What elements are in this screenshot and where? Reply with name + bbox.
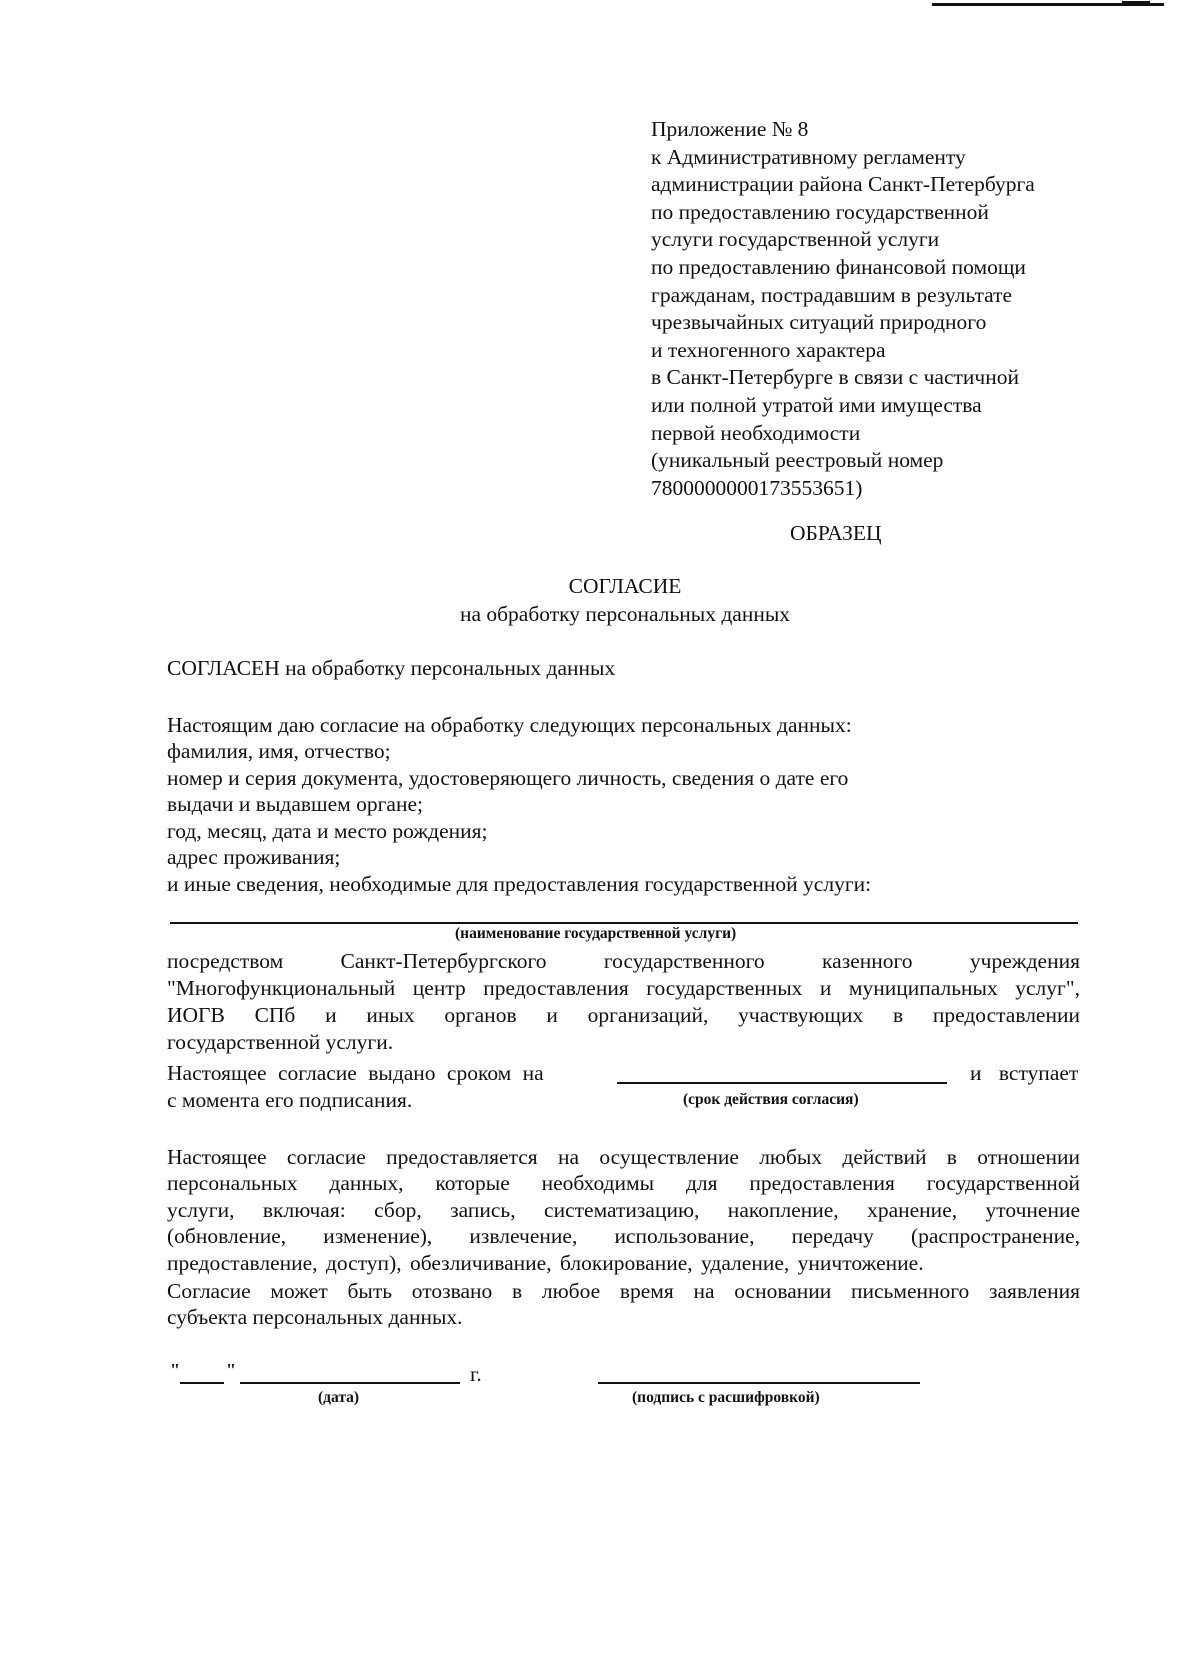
- term-text-line2: с момента его подписания.: [167, 1088, 413, 1112]
- actions-line: Настоящее согласие предоставляется на осуществление любых действий в отношении: [167, 1145, 1080, 1169]
- date-caption: (дата): [318, 1389, 360, 1406]
- service-name-caption: (наименование государственной услуги): [455, 925, 737, 942]
- appendix-line: в Санкт-Петербурге в связи с частичной: [651, 365, 1019, 390]
- agreed-line: СОГЛАСЕН на обработку персональных данных: [167, 656, 616, 680]
- appendix-line: по предоставлению государственной: [651, 199, 989, 224]
- data-list-item: адрес проживания;: [167, 845, 341, 869]
- sample-label: ОБРАЗЕЦ: [790, 521, 882, 545]
- actions-line: предоставление, доступ), обезличивание, блокирование, удаление, уничтожение.: [167, 1251, 924, 1275]
- appendix-line: по предоставлению финансовой помощи: [651, 254, 1026, 279]
- through-line: посредством Санкт-Петербургского государственного казенного учреждения: [167, 949, 1080, 973]
- revocation-line: субъекта персональных данных.: [167, 1305, 463, 1329]
- appendix-line: администрации района Санкт-Петербурга: [651, 172, 1035, 197]
- top-scan-rule: [932, 3, 1164, 6]
- appendix-line: Приложение № 8: [651, 117, 809, 141]
- signature-caption: (подпись с расшифровкой): [632, 1389, 820, 1406]
- data-list-item: и иные сведения, необходимые для предоставления государственной услуги:: [167, 872, 872, 896]
- term-field[interactable]: [617, 1082, 947, 1084]
- data-list-item: Настоящим даю согласие на обработку следующих персональных данных:: [167, 713, 852, 737]
- actions-line: (обновление, изменение), извлечение, использование, передачу (распространение,: [167, 1224, 1080, 1248]
- through-line: ИОГВ СПб и иных органов и организаций, участвующих в предоставлении: [167, 1003, 1080, 1027]
- actions-line: персональных данных, которые необходимы для предоставления государственной: [167, 1171, 1080, 1195]
- date-quote-close: ": [226, 1360, 236, 1380]
- document-title: СОГЛАСИЕ: [568, 574, 682, 598]
- appendix-line: или полной утратой ими имущества: [651, 392, 982, 417]
- appendix-line: услуги государственной услуги: [651, 227, 940, 252]
- revocation-line: Согласие может быть отозвано в любое время на основании письменного заявления: [167, 1279, 1080, 1303]
- year-suffix: г.: [470, 1362, 482, 1386]
- appendix-line: первой необходимости: [651, 420, 861, 445]
- data-list-item: выдачи и выдавшем органе;: [167, 792, 423, 816]
- through-line: "Многофункциональный центр предоставления государственных и муниципальных услуг",: [167, 976, 1080, 1000]
- data-list-item: номер и серия документа, удостоверяющего личность, сведения о дате его: [167, 766, 849, 790]
- through-line: государственной услуги.: [167, 1030, 394, 1054]
- data-list-item: год, месяц, дата и место рождения;: [167, 819, 488, 843]
- term-text-right: и вступает: [970, 1061, 1079, 1085]
- date-month-field[interactable]: [240, 1382, 460, 1384]
- signature-field[interactable]: [598, 1382, 920, 1384]
- date-quote-open: ": [170, 1360, 180, 1380]
- appendix-line: 7800000000173553651): [651, 475, 863, 500]
- appendix-line: к Административному регламенту: [651, 144, 966, 169]
- appendix-line: и техногенного характера: [651, 337, 886, 362]
- date-day-field[interactable]: [180, 1382, 224, 1384]
- appendix-header: [651, 116, 1171, 502]
- appendix-line: чрезвычайных ситуаций природного: [651, 310, 987, 335]
- term-caption: (срок действия согласия): [683, 1091, 859, 1108]
- data-list-item: фамилия, имя, отчество;: [167, 739, 391, 763]
- actions-line: услуги, включая: сбор, запись, систематизацию, накопление, хранение, уточнение: [167, 1198, 1080, 1222]
- appendix-line: (уникальный реестровый номер: [651, 448, 944, 473]
- service-name-field[interactable]: [170, 922, 1078, 924]
- appendix-line: гражданам, пострадавшим в результате: [651, 282, 1013, 307]
- document-subtitle: на обработку персональных данных: [459, 602, 791, 626]
- term-text: Настоящее согласие выдано сроком на: [167, 1061, 544, 1085]
